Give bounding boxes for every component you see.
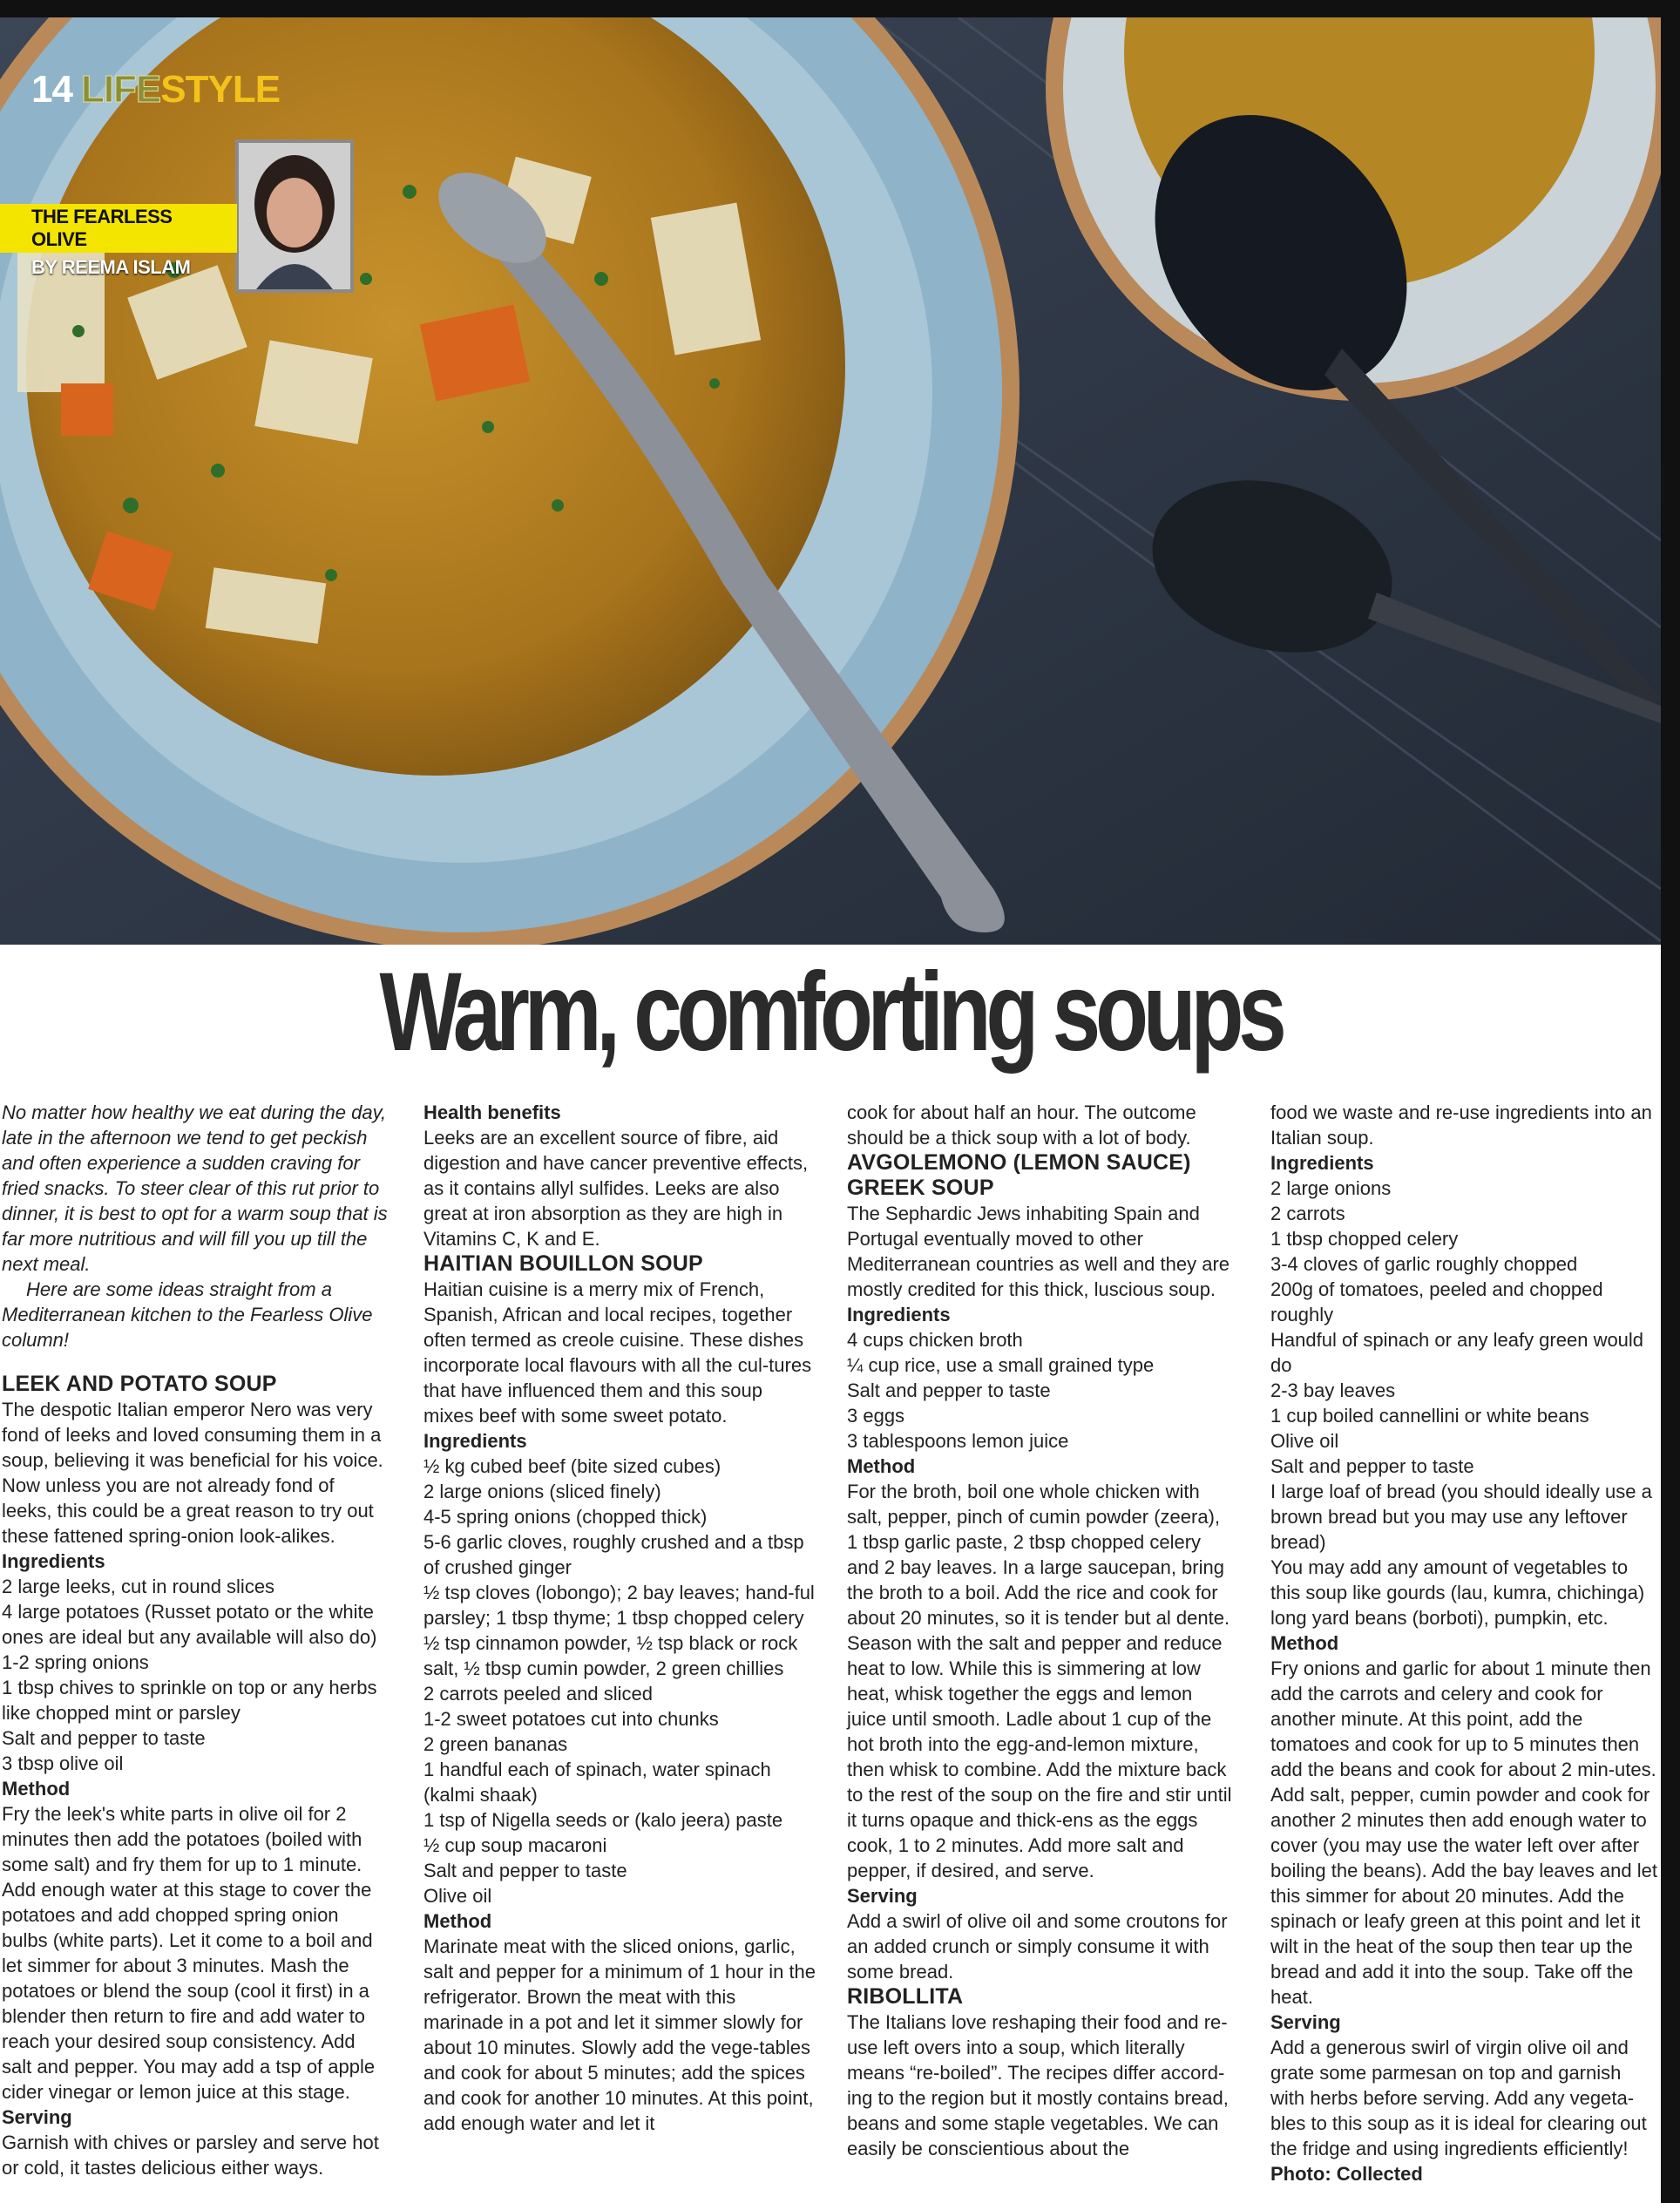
right-border bbox=[1661, 0, 1680, 2203]
subheading: Serving bbox=[847, 1885, 918, 1907]
subheading: Serving bbox=[1270, 2011, 1341, 2033]
ingredient-item: Handful of spinach or any leafy green would do bbox=[1270, 1329, 1644, 1376]
byline bbox=[0, 204, 237, 282]
ingredient-item: 4 cups chicken broth bbox=[847, 1329, 1023, 1351]
ingredient-item: Olive oil bbox=[423, 1885, 492, 1907]
recipe-heading: LEEK AND POTATO SOUP bbox=[2, 1372, 277, 1396]
ingredient-item: 2 green bananas bbox=[423, 1733, 568, 1755]
article-column-2 bbox=[423, 1100, 817, 2136]
subheading: Method bbox=[2, 1778, 71, 1800]
subheading: Method bbox=[1270, 1632, 1339, 1654]
headline: Warm, comforting soups bbox=[379, 950, 1282, 1074]
ingredient-item: 200g of tomatoes, peeled and chopped roughly bbox=[1270, 1278, 1603, 1325]
ingredient-item: 3-4 cloves of garlic roughly chopped bbox=[1270, 1253, 1578, 1275]
ingredient-item: 3 tablespoons lemon juice bbox=[847, 1430, 1069, 1452]
body-paragraph: For the broth, boil one whole chicken with salt, pepper, pinch of cumin powder (zeera), 1 tbsp garlic paste, 2 tbsp chopped celery and 2 bay leaves. In a large saucepan, bring the broth to a boil. Add the rice and cook for about 20 minutes, so it is tender but al dente. Season with the salt and pepper and reduce heat to low. While this is simmering at low heat, whisk together the eggs and lemon juice until smooth. Ladle about 1 cup of the hot broth into the egg-and-lemon mixture, then whisk to combine. Add the mixture back to the rest of the soup on the fire and stir until it turns opaque and thick-ens as the eggs cook, 1 to 2 minutes. Add more salt and pepper, if desired, and serve. bbox=[847, 1481, 1232, 1881]
ingredient-item: 2 carrots peeled and sliced bbox=[423, 1683, 653, 1705]
recipe-heading: AVGOLEMONO (LEMON SAUCE) GREEK SOUP bbox=[847, 1150, 1191, 1200]
body-paragraph: food we waste and re-use ingredients into an Italian soup. bbox=[1270, 1102, 1652, 1149]
ingredient-item: Salt and pepper to taste bbox=[423, 1860, 627, 1881]
ingredient-item: 4 large potatoes (Russet potato or the white ones are ideal but any available will also do) bbox=[2, 1601, 377, 1648]
author-portrait-icon bbox=[239, 143, 350, 289]
intro-paragraph: No matter how healthy we eat during the day, late in the afternoon we tend to get peckish and often experience a sudden craving for fried snacks. To steer clear of this rut prior to dinner, it is best to opt for a warm soup that is far more nutritious and will fill you up till the next meal. bbox=[2, 1102, 388, 1275]
article-column-3 bbox=[847, 1100, 1236, 2161]
body-paragraph: Fry onions and garlic for about 1 minute then add the carrots and celery and cook for another minute. At this point, add the tomatoes and cook for up to 5 minutes then add the beans and cook for about 2 min-utes. Add salt, pepper, cumin powder and cook for another 2 minutes then add enough water to cover (you may use the water left over after boiling the beans). Add the bay leaves and let this simmer for about 20 minutes. Add the spinach or leafy green at this point and let it wilt in the heat of the soup then tear up the bread and add it into the soup. Take off the heat. bbox=[1270, 1657, 1657, 2008]
body-paragraph: Garnish with chives or parsley and serve hot or cold, it tastes delicious either ways. bbox=[2, 2132, 379, 2179]
page-number: 14 bbox=[31, 68, 72, 111]
ingredient-item: 1 tbsp chives to sprinkle on top or any herbs like chopped mint or parsley bbox=[2, 1677, 377, 1724]
body-paragraph: The Sephardic Jews inhabiting Spain and Portugal eventually moved to other Mediterranean countries as well and they are mostly credited for this thick, luscious soup. bbox=[847, 1203, 1230, 1300]
subheading: Ingredients bbox=[2, 1550, 105, 1572]
ingredient-item: You may add any amount of vegetables to this soup like gourds (lau, kumra, chichinga) long yard beans (borboti), pumpkin, etc. bbox=[1270, 1556, 1645, 1629]
ingredient-item: 3 tbsp olive oil bbox=[2, 1752, 124, 1774]
top-border bbox=[0, 0, 1680, 17]
author-name: BY REEMA ISLAM bbox=[31, 256, 191, 278]
body-paragraph: The despotic Italian emperor Nero was very fond of leeks and loved consuming them in a soup, believing it was beneficial for his voice. Now unless you are not already fond of leeks, this could be a great reason to try out these fattened spring-onion look-alikes. bbox=[2, 1399, 383, 1547]
section-label-style: STYLE bbox=[160, 68, 281, 111]
ingredient-item: 5-6 garlic cloves, roughly crushed and a tbsp of crushed ginger bbox=[423, 1531, 804, 1578]
ingredient-item: Salt and pepper to taste bbox=[1270, 1455, 1474, 1477]
body-paragraph: Haitian cuisine is a merry mix of French, Spanish, African and local recipes, together often termed as creole cuisine. These dishes incorporate local flavours with all the cul-tures that have influenced them and this soup mixes beef with some sweet potato. bbox=[423, 1278, 812, 1427]
ingredient-item: 3 eggs bbox=[847, 1405, 905, 1427]
column-name: THE FEARLESS OLIVE bbox=[0, 204, 237, 253]
ingredient-item: 2 large leeks, cut in round slices bbox=[2, 1576, 275, 1597]
ingredient-item: Olive oil bbox=[1270, 1430, 1339, 1452]
body-paragraph: Fry the leek's white parts in olive oil for 2 minutes then add the potatoes (boiled with some salt) and fry them for up to 1 minute. Add enough water at this stage to cover the potatoes and add chopped spring onion bulbs (white parts). Let it come to a boil and let simmer for about 3 minutes. Mash the potatoes or blend the soup (cool it first) in a blender then return to fire and add water to reach your desired soup consistency. Add salt and pepper. You may add a tsp of apple cider vinegar or lemon juice at this stage. bbox=[2, 1803, 376, 2103]
body-paragraph: The Italians love reshaping their food and re-use left overs into a soup, which literally means “re-boiled”. The recipes differ accord-ing to the region but it mostly contains bread, beans and some staple vegetables. We can easily be conscientious about the bbox=[847, 2011, 1229, 2159]
ingredient-item: ½ tsp cloves (lobongo); 2 bay leaves; hand-ful parsley; 1 tbsp thyme; 1 tbsp chopped celery bbox=[423, 1582, 815, 1629]
ingredient-item: 4-5 spring onions (chopped thick) bbox=[423, 1506, 708, 1528]
ingredient-item: ½ kg cubed beef (bite sized cubes) bbox=[423, 1455, 721, 1477]
subheading: Health benefits bbox=[423, 1102, 561, 1123]
ingredient-item: 1 tsp of Nigella seeds or (kalo jeera) paste bbox=[423, 1809, 783, 1831]
subheading: Ingredients bbox=[1270, 1152, 1374, 1174]
ingredient-item: ¼ cup rice, use a small grained type bbox=[847, 1354, 1155, 1376]
ingredient-item: 2 carrots bbox=[1270, 1203, 1345, 1224]
subheading: Serving bbox=[2, 2106, 72, 2128]
subheading: Ingredients bbox=[423, 1430, 527, 1452]
recipe-heading: HAITIAN BOUILLON SOUP bbox=[423, 1251, 703, 1276]
body-paragraph: Add a swirl of olive oil and some croutons for an added crunch or simply consume it with some bread. bbox=[847, 1910, 1228, 1983]
subheading: Ingredients bbox=[847, 1304, 951, 1325]
subheading: Method bbox=[423, 1910, 492, 1932]
ingredient-item: 2-3 bay leaves bbox=[1270, 1379, 1396, 1401]
subheading: Method bbox=[847, 1455, 916, 1477]
ingredient-item: 2 large onions bbox=[1270, 1177, 1392, 1199]
recipe-heading: RIBOLLITA bbox=[847, 1984, 964, 2009]
body-paragraph: Marinate meat with the sliced onions, garlic, salt and pepper for a minimum of 1 hour in the refrigerator. Brown the meat with this marinade in a pot and let it simmer slowly for about 10 minutes. Slowly add the vege-tables and cook for about 5 minutes; add the spices and cook for another 10 minutes. At this point, add enough water and let it bbox=[423, 1935, 816, 2134]
intro-paragraph: Here are some ideas straight from a Mediterranean kitchen to the Fearless Olive column! bbox=[2, 1278, 373, 1351]
author-photo bbox=[235, 139, 354, 293]
ingredient-item: 1-2 sweet potatoes cut into chunks bbox=[423, 1708, 719, 1730]
section-label-life: LIFE bbox=[80, 68, 161, 111]
ingredient-item: Salt and pepper to taste bbox=[2, 1727, 206, 1749]
ingredient-item: Salt and pepper to taste bbox=[847, 1379, 1051, 1401]
masthead bbox=[31, 68, 280, 112]
body-paragraph: cook for about half an hour. The outcome should be a thick soup with a lot of body. bbox=[847, 1102, 1196, 1149]
ingredient-item: ½ cup soup macaroni bbox=[423, 1834, 607, 1856]
body-paragraph: Add a generous swirl of virgin olive oil and grate some parmesan on top and garnish with herbs before serving. Add any vegeta-bles to this soup as it is ideal for clearing out the fridge and using ingredients efficiently! bbox=[1270, 2037, 1647, 2159]
body-paragraph: Leeks are an excellent source of fibre, aid digestion and have cancer preventive effects, as it contains allyl sulfides. Leeks are also great at iron absorption as they are high in Vitamins C, K and E. bbox=[423, 1127, 809, 1250]
article-column-4 bbox=[1270, 1100, 1659, 2186]
ingredient-item: 1 handful each of spinach, water spinach (kalmi shaak) bbox=[423, 1759, 771, 1806]
ingredient-item: 1 tbsp chopped celery bbox=[1270, 1228, 1459, 1250]
ingredient-item: 2 large onions (sliced finely) bbox=[423, 1481, 661, 1502]
ingredient-item: 1 cup boiled cannellini or white beans bbox=[1270, 1405, 1589, 1427]
article-column-1 bbox=[2, 1100, 389, 2180]
photo-credit: Photo: Collected bbox=[1270, 2163, 1423, 2185]
ingredient-item: ½ tsp cinnamon powder, ½ tsp black or rock salt, ½ tbsp cumin powder, 2 green chillies bbox=[423, 1632, 798, 1679]
hero-photo bbox=[0, 17, 1661, 945]
ingredient-item: 1-2 spring onions bbox=[2, 1651, 149, 1673]
ingredient-item: I large loaf of bread (you should ideally use a brown bread but you may use any leftover bread) bbox=[1270, 1481, 1652, 1553]
